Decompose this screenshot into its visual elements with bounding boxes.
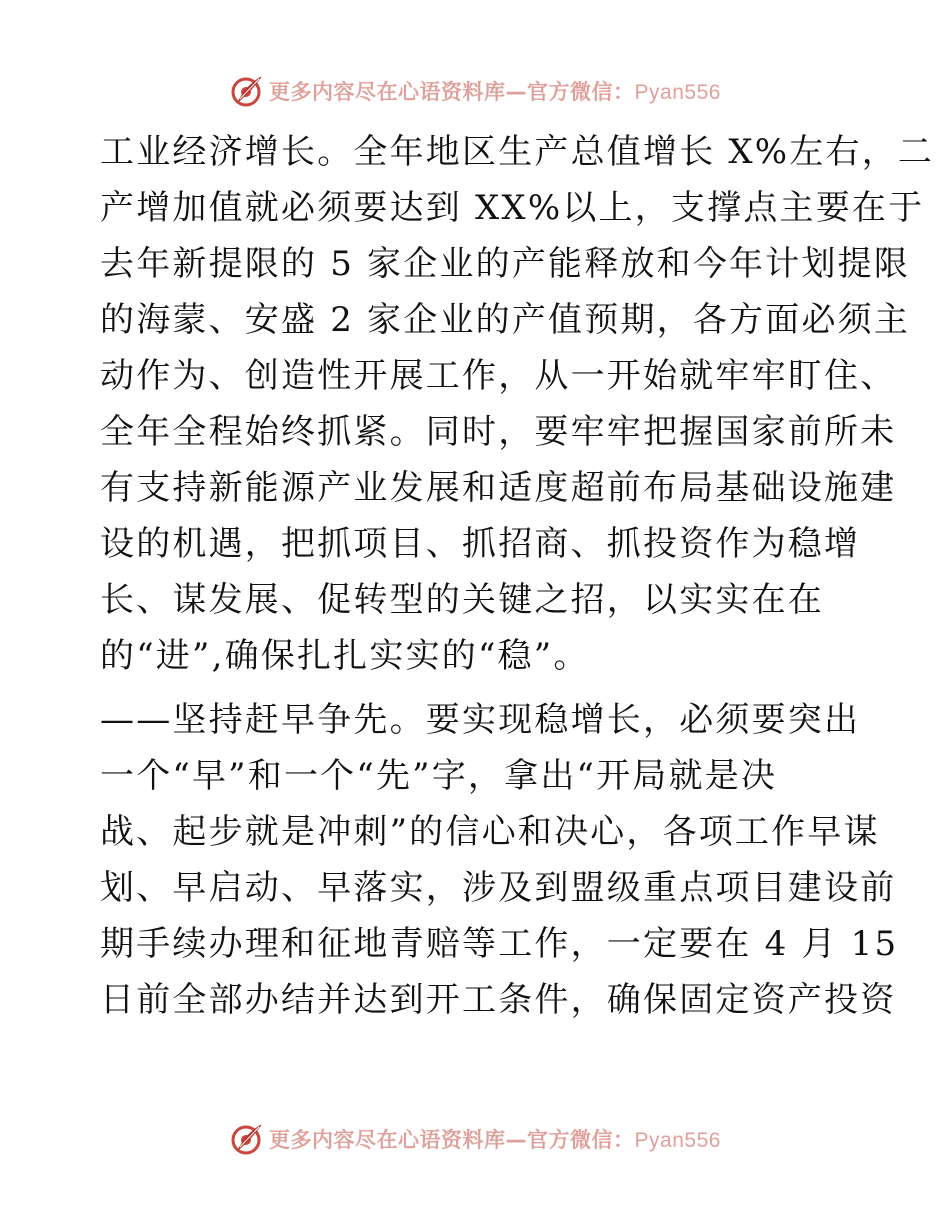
feather-quill-circle-icon: [229, 73, 265, 109]
footer-banner-account: Pyan556: [634, 1129, 721, 1152]
document-body: [100, 124, 935, 1028]
text-line: 划、早启动、早落实，涉及到盟级重点项目建设前: [100, 868, 897, 908]
footer-banner: [0, 1119, 950, 1159]
text-line: 战、起步就是冲刺”的信心和决心，各项工作早谋: [100, 812, 880, 852]
text-line: 有支持新能源产业发展和适度超前布局基础设施建: [100, 468, 897, 508]
text-line: 工业经济增长。全年地区生产总值增长 X%左右，二: [100, 132, 935, 172]
paragraph-2: [100, 692, 899, 1028]
header-banner-text: [269, 76, 721, 106]
footer-banner-text: [269, 1124, 721, 1154]
text-line: 日前全部办结并达到开工条件，确保固定资产投资: [100, 980, 897, 1020]
text-line: ——坚持赶早争先。要实现稳增长，必须要突出: [100, 700, 861, 740]
text-line: 产增加值就必须要达到 XX%以上，支撑点主要在于: [100, 188, 925, 228]
text-line: 期手续办理和征地青赔等工作，一定要在 4 月 15: [100, 924, 899, 964]
feather-quill-circle-icon: [229, 1121, 265, 1157]
text-line: 设的机遇，把抓项目、抓招商、抓投资作为稳增: [100, 524, 861, 564]
paragraph-1: [100, 124, 935, 684]
text-line: 动作为、创造性开展工作，从一开始就牢牢盯住、: [100, 356, 897, 396]
text-line: 的海蒙、安盛 2 家企业的产值预期，各方面必须主: [100, 300, 911, 340]
text-line: 一个“早”和一个“先”字，拿出“开局就是决: [100, 756, 778, 796]
text-line: 全年全程始终抓紧。同时，要牢牢把握国家前所未: [100, 412, 897, 452]
text-line: 去年新提限的 5 家企业的产能释放和今年计划提限: [100, 244, 911, 284]
header-banner-label: 更多内容尽在心语资料库—官方微信：: [269, 80, 635, 104]
paragraph-gap: [100, 684, 860, 692]
text-line: 的“进”,确保扎扎实实的“稳”。: [100, 636, 590, 676]
text-line: 长、谋发展、促转型的关键之招，以实实在在: [100, 580, 824, 620]
header-banner: [0, 71, 950, 111]
footer-banner-label: 更多内容尽在心语资料库—官方微信：: [269, 1128, 635, 1152]
header-banner-account: Pyan556: [634, 81, 721, 104]
